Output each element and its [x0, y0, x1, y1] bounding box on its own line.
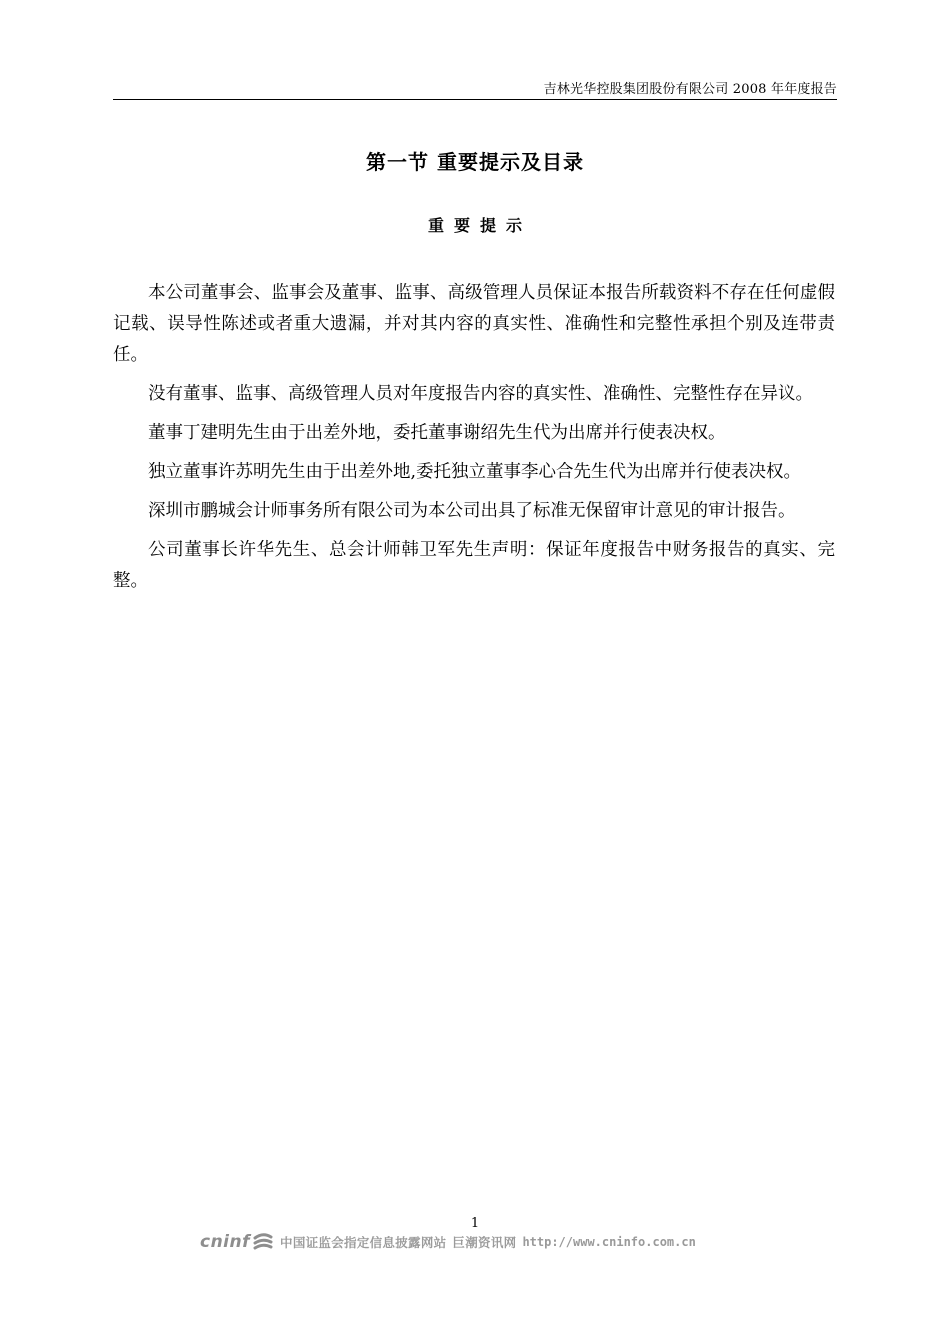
body-text [113, 278, 835, 605]
paragraph-6: 公司董事长许华先生、总会计师韩卫军先生声明：保证年度报告中财务报告的真实、完整。 [113, 540, 835, 591]
paragraph-3: 董事丁建明先生由于出差外地，委托董事谢绍先生代为出席并行使表决权。 [148, 423, 726, 443]
footer-brand: 巨潮资讯网 [452, 1235, 517, 1250]
header-title: 吉林光华控股集团股份有限公司 2008 年年度报告 [543, 82, 837, 97]
paragraph-4: 独立董事许苏明先生由于出差外地,委托独立董事李心合先生代为出席并行使表决权。 [148, 462, 802, 482]
sub-title: 重要提示 [427, 216, 532, 235]
footer-text: 中国证监会指定信息披露网站 [280, 1235, 447, 1250]
header-divider [113, 99, 837, 100]
footer [200, 1230, 696, 1254]
footer-logo: cninf [200, 1232, 251, 1252]
paragraph-2: 没有董事、监事、高级管理人员对年度报告内容的真实性、准确性、完整性存在异议。 [148, 384, 813, 404]
page-number: 1 [470, 1216, 480, 1231]
cninfo-logo-icon [252, 1232, 274, 1252]
section-title: 第一节 重要提示及目录 [366, 150, 584, 174]
paragraph-5: 深圳市鹏城会计师事务所有限公司为本公司出具了标准无保留审计意见的审计报告。 [148, 501, 796, 521]
paragraph-1: 本公司董事会、监事会及董事、监事、高级管理人员保证本报告所载资料不存在任何虚假记载、误导性陈述或者重大遗漏，并对其内容的真实性、准确性和完整性承担个别及连带责任。 [113, 283, 835, 365]
footer-url[interactable]: http://www.cninfo.com.cn [522, 1235, 696, 1249]
